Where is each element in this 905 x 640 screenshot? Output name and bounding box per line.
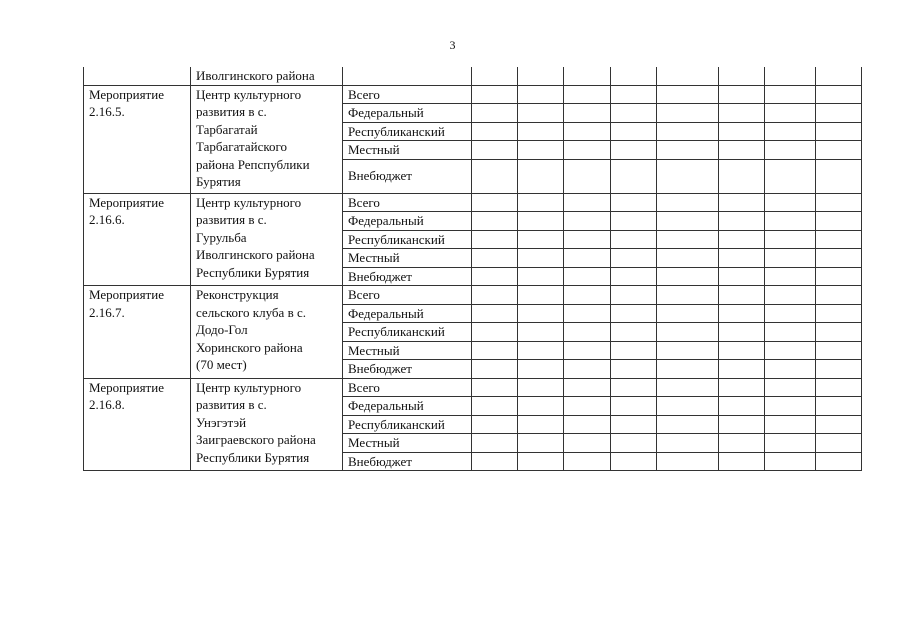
value-cell [719, 122, 765, 141]
event-name-cell: Центр культурного развития в с. Гурульба Иволгинского района Республики Бурятия [191, 193, 343, 286]
funding-source-cell: Республиканский [343, 122, 472, 141]
value-cell [564, 267, 611, 286]
value-cell [657, 249, 719, 268]
value-cell [657, 397, 719, 416]
funding-source-cell: Внебюджет [343, 360, 472, 379]
funding-source-cell: Местный [343, 141, 472, 160]
value-cell [472, 159, 518, 193]
value-cell [816, 267, 862, 286]
value-cell [816, 378, 862, 397]
value-cell [657, 323, 719, 342]
value-cell [816, 304, 862, 323]
value-cell [518, 104, 564, 123]
funding-source-cell: Местный [343, 434, 472, 453]
value-cell [816, 286, 862, 305]
value-cell [816, 341, 862, 360]
value-cell [657, 452, 719, 471]
value-cell [816, 434, 862, 453]
value-cell [657, 230, 719, 249]
value-cell [657, 193, 719, 212]
value-cell [518, 193, 564, 212]
value-cell [816, 193, 862, 212]
value-cell [765, 193, 816, 212]
value-cell [816, 230, 862, 249]
value-cell [611, 230, 657, 249]
value-cell [611, 122, 657, 141]
value-cell [472, 249, 518, 268]
value-cell [564, 122, 611, 141]
value-cell [518, 452, 564, 471]
value-cell [719, 360, 765, 379]
value-cell [657, 67, 719, 85]
value-cell [765, 378, 816, 397]
value-cell [518, 286, 564, 305]
value-cell [719, 434, 765, 453]
value-cell [472, 304, 518, 323]
value-cell [611, 141, 657, 160]
value-cell [765, 104, 816, 123]
value-cell [564, 141, 611, 160]
value-cell [472, 341, 518, 360]
value-cell [518, 212, 564, 231]
value-cell [719, 415, 765, 434]
value-cell [564, 360, 611, 379]
value-cell [472, 434, 518, 453]
value-cell [816, 397, 862, 416]
value-cell [657, 341, 719, 360]
value-cell [765, 67, 816, 85]
value-cell [472, 85, 518, 104]
value-cell [472, 193, 518, 212]
value-cell [472, 141, 518, 160]
value-cell [564, 104, 611, 123]
event-title-cell: Мероприятие 2.16.5. [84, 85, 191, 193]
funding-source-cell: Республиканский [343, 230, 472, 249]
value-cell [564, 323, 611, 342]
value-cell [765, 360, 816, 379]
funding-source-cell: Всего [343, 193, 472, 212]
table-row [84, 85, 862, 104]
value-cell [611, 304, 657, 323]
value-cell [657, 85, 719, 104]
value-cell [611, 397, 657, 416]
funding-source-cell: Федеральный [343, 104, 472, 123]
value-cell [472, 230, 518, 249]
value-cell [719, 67, 765, 85]
value-cell [472, 104, 518, 123]
value-cell [657, 104, 719, 123]
value-cell [816, 67, 862, 85]
value-cell [611, 67, 657, 85]
funding-source-cell: Местный [343, 341, 472, 360]
funding-source-cell: Федеральный [343, 397, 472, 416]
event-title-cell [84, 67, 191, 85]
value-cell [564, 452, 611, 471]
funding-source-cell: Всего [343, 286, 472, 305]
table-row [84, 286, 862, 305]
event-name-cell: Центр культурного развития в с. Тарбагатай Тарбагатайского района Репспублики Бурятия [191, 85, 343, 193]
value-cell [518, 434, 564, 453]
value-cell [657, 141, 719, 160]
value-cell [765, 141, 816, 160]
value-cell [719, 304, 765, 323]
value-cell [765, 212, 816, 231]
value-cell [657, 159, 719, 193]
value-cell [765, 434, 816, 453]
value-cell [765, 230, 816, 249]
value-cell [564, 85, 611, 104]
value-cell [719, 212, 765, 231]
value-cell [472, 286, 518, 305]
value-cell [611, 85, 657, 104]
funding-source-cell: Республиканский [343, 323, 472, 342]
value-cell [472, 323, 518, 342]
value-cell [611, 267, 657, 286]
value-cell [765, 249, 816, 268]
funding-source-cell: Всего [343, 85, 472, 104]
value-cell [518, 159, 564, 193]
value-cell [518, 360, 564, 379]
value-cell [765, 397, 816, 416]
value-cell [564, 159, 611, 193]
value-cell [518, 230, 564, 249]
funding-source-cell: Федеральный [343, 304, 472, 323]
value-cell [816, 452, 862, 471]
value-cell [657, 360, 719, 379]
value-cell [816, 249, 862, 268]
value-cell [564, 193, 611, 212]
value-cell [816, 159, 862, 193]
value-cell [564, 415, 611, 434]
value-cell [657, 267, 719, 286]
value-cell [816, 323, 862, 342]
value-cell [765, 341, 816, 360]
value-cell [518, 122, 564, 141]
value-cell [657, 212, 719, 231]
value-cell [816, 415, 862, 434]
event-title-cell: Мероприятие 2.16.7. [84, 286, 191, 379]
value-cell [611, 452, 657, 471]
value-cell [564, 397, 611, 416]
event-title-cell: Мероприятие 2.16.6. [84, 193, 191, 286]
value-cell [719, 85, 765, 104]
table-row [84, 378, 862, 397]
value-cell [657, 122, 719, 141]
value-cell [719, 378, 765, 397]
page-number: 3 [449, 38, 456, 52]
value-cell [816, 212, 862, 231]
value-cell [765, 415, 816, 434]
value-cell [611, 249, 657, 268]
funding-source-cell: Местный [343, 249, 472, 268]
value-cell [472, 360, 518, 379]
value-cell [765, 267, 816, 286]
value-cell [765, 159, 816, 193]
funding-source-cell: Всего [343, 378, 472, 397]
value-cell [611, 434, 657, 453]
value-cell [765, 323, 816, 342]
value-cell [816, 122, 862, 141]
value-cell [611, 104, 657, 123]
value-cell [719, 286, 765, 305]
funding-source-cell: Внебюджет [343, 159, 472, 193]
value-cell [816, 85, 862, 104]
value-cell [719, 323, 765, 342]
value-cell [719, 249, 765, 268]
event-title-cell: Мероприятие 2.16.8. [84, 378, 191, 471]
value-cell [518, 67, 564, 85]
funding-table [83, 67, 862, 471]
value-cell [816, 141, 862, 160]
value-cell [657, 415, 719, 434]
value-cell [518, 249, 564, 268]
value-cell [719, 341, 765, 360]
value-cell [719, 104, 765, 123]
value-cell [564, 67, 611, 85]
value-cell [472, 267, 518, 286]
value-cell [518, 141, 564, 160]
table-row [84, 193, 862, 212]
value-cell [472, 212, 518, 231]
value-cell [518, 397, 564, 416]
funding-source-cell: Внебюджет [343, 267, 472, 286]
value-cell [564, 341, 611, 360]
value-cell [518, 85, 564, 104]
value-cell [472, 397, 518, 416]
value-cell [765, 452, 816, 471]
event-name-cell: Реконструкция сельского клуба в с. Додо-Гол Хоринского района (70 мест) [191, 286, 343, 379]
value-cell [657, 378, 719, 397]
value-cell [719, 230, 765, 249]
value-cell [518, 378, 564, 397]
event-name-cell: Иволгинского района [191, 67, 343, 85]
value-cell [472, 452, 518, 471]
value-cell [611, 415, 657, 434]
value-cell [611, 323, 657, 342]
value-cell [657, 304, 719, 323]
value-cell [611, 193, 657, 212]
value-cell [472, 122, 518, 141]
value-cell [564, 434, 611, 453]
value-cell [472, 378, 518, 397]
value-cell [564, 378, 611, 397]
value-cell [518, 267, 564, 286]
event-name-cell: Центр культурного развития в с. Унэгэтэй Заиграевского района Республики Бурятия [191, 378, 343, 471]
value-cell [719, 267, 765, 286]
value-cell [816, 360, 862, 379]
value-cell [765, 286, 816, 305]
value-cell [518, 341, 564, 360]
value-cell [719, 397, 765, 416]
funding-source-cell: Внебюджет [343, 452, 472, 471]
value-cell [719, 452, 765, 471]
value-cell [564, 212, 611, 231]
value-cell [611, 159, 657, 193]
funding-source-cell [343, 67, 472, 85]
value-cell [564, 286, 611, 305]
funding-source-cell: Республиканский [343, 415, 472, 434]
value-cell [657, 286, 719, 305]
value-cell [611, 378, 657, 397]
value-cell [765, 122, 816, 141]
value-cell [719, 159, 765, 193]
value-cell [719, 193, 765, 212]
value-cell [765, 304, 816, 323]
value-cell [816, 104, 862, 123]
value-cell [472, 67, 518, 85]
value-cell [611, 360, 657, 379]
funding-source-cell: Федеральный [343, 212, 472, 231]
value-cell [518, 304, 564, 323]
value-cell [564, 249, 611, 268]
value-cell [564, 304, 611, 323]
value-cell [611, 286, 657, 305]
value-cell [611, 341, 657, 360]
value-cell [765, 85, 816, 104]
continuation-row [84, 67, 862, 85]
value-cell [518, 415, 564, 434]
value-cell [657, 434, 719, 453]
value-cell [564, 230, 611, 249]
value-cell [472, 415, 518, 434]
value-cell [719, 141, 765, 160]
value-cell [611, 212, 657, 231]
value-cell [518, 323, 564, 342]
